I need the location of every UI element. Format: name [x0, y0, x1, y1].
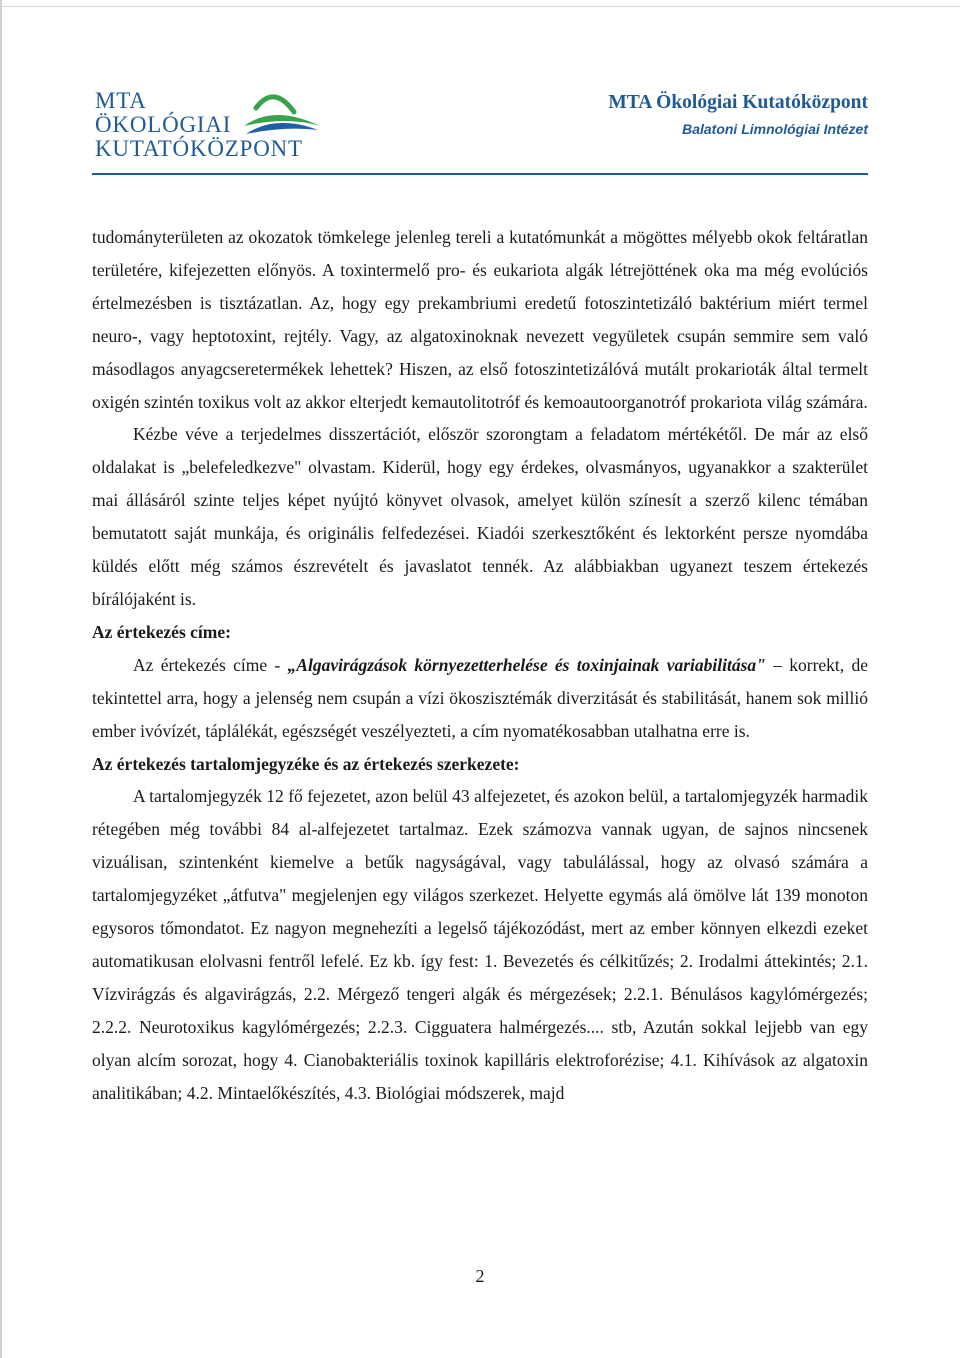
dissertation-title: „Algavirágzások környezetterhelése és toxinjainak variabilitása": [287, 654, 766, 675]
institute-logo: [92, 86, 332, 168]
title-comment-text: – korrekt, de tekintettel arra, hogy a jelenség nem csupán a vízi ökoszisztémák diverzitását és stabilitását, hanem sok millió ember ivóvízét, táplálékát, egészségét veszélyezteti, a cím nyomatékosabban utalhatna erre is.: [92, 654, 868, 741]
logo-line-2: ÖKOLÓGIAI: [95, 112, 232, 137]
letterhead: [92, 86, 868, 172]
institute-name: MTA Ökológiai Kutatóközpont: [608, 92, 868, 113]
scan-artifact-line: [0, 6, 960, 7]
paragraph-title-review: [92, 649, 868, 748]
logo-line-3: KUTATÓKÖZPONT: [95, 136, 303, 161]
title-intro-text: Az értekezés címe -: [133, 654, 288, 675]
page-number: 2: [475, 1266, 485, 1286]
institute-block: [608, 92, 868, 137]
document-body: [92, 221, 868, 1109]
scan-edge: [0, 0, 2, 1358]
paragraph-continuation: tudományterületen az okozatok tömkelege jelenleg tereli a kutatómunkát a mögöttes mélyebb okok feltáratlan területére, kifejezetten előnyös. A toxintermelő pro- és eukariota algák létrejöttének oka ma még evolúciós értelmezésben is tisztázatlan. Az, hogy egy prekambriumi eredetű fotoszintetizáló baktérium miért termel neuro-, vagy heptotoxint, rejtély. Vagy, az algatoxinoknak nevezett vegyületek csupán semmire sem való másodlagos anyagcseretermékek lehettek? Hiszen, az első fotoszintetizálóvá mutált prokarioták által termelt oxigén szintén toxikus volt az akkor elterjedt kemautolitotróf és kemoautoorganotróf prokariota világ számára.: [92, 227, 868, 412]
logo-line-1: MTA: [95, 88, 147, 113]
header-rule: [92, 173, 868, 175]
section-heading-title: Az értekezés címe:: [92, 621, 231, 642]
section-heading-toc: Az értekezés tartalomjegyzéke és az értekezés szerkezete:: [92, 753, 520, 774]
wave-emblem-icon: [222, 86, 322, 142]
paragraph-impression: Kézbe véve a terjedelmes disszertációt, először szorongtam a feladatom mértékétől. De már az első oldalakat is „belefeledkezve" olvastam. Kiderül, hogy egy érdekes, olvasmányos, ugyanakkor a szakterület mai állásáról szinte teljes képet nyújtó könyvet olvasok, amelyet külön színesít a szerző kilenc témában bemutatott saját munkája, és originális felfedezései. Kiadói szerkesztőként és lektorként persze nyomdába küldés előtt még számos észrevételt és javaslatot tennék. Az alábbiakban ugyanezt teszem értekezés bírálójaként is.: [92, 424, 868, 609]
institute-subname: Balatoni Limnológiai Intézet: [682, 121, 868, 137]
paragraph-toc-review: A tartalomjegyzék 12 fő fejezetet, azon belül 43 alfejezetet, és azokon belül, a tartalomjegyzék harmadik rétegében még további 84 al-alfejezetet tartalmaz. Ezek számozva vannak ugyan, de sajnos nincsenek vizuálisan, szintenként kiemelve a betűk nagyságával, vagy tabulálással, hogy az olvasó számára a tartalomjegyzéket „átfutva" megjelenjen egy világos szerkezet. Helyette egymás alá ömölve lát 139 monoton egysoros tőmondatot. Ez nagyon megnehezíti a legelső tájékozódást, mert az ember könnyen elkezdi ezeket automatikusan elolvasni fentről lefelé. Ez kb. így fest: 1. Bevezetés és célkitűzés; 2. Irodalmi áttekintés; 2.1. Vízvirágzás és algavirágzás, 2.2. Mérgező tengeri algák és mérgezések; 2.2.1. Bénulásos kagylómérgezés; 2.2.2. Neurotoxikus kagylómérgezés; 2.2.3. Cigguatera halmérgezés.... stb, Azután sokkal lejjebb van egy olyan alcím sorozat, hogy 4. Cianobakteriális toxinok kapilláris elektroforézise; 4.1. Kihívások az algatoxin analitikában; 4.2. Mintaelőkészítés, 4.3. Biológiai módszerek, majd: [92, 786, 868, 1103]
